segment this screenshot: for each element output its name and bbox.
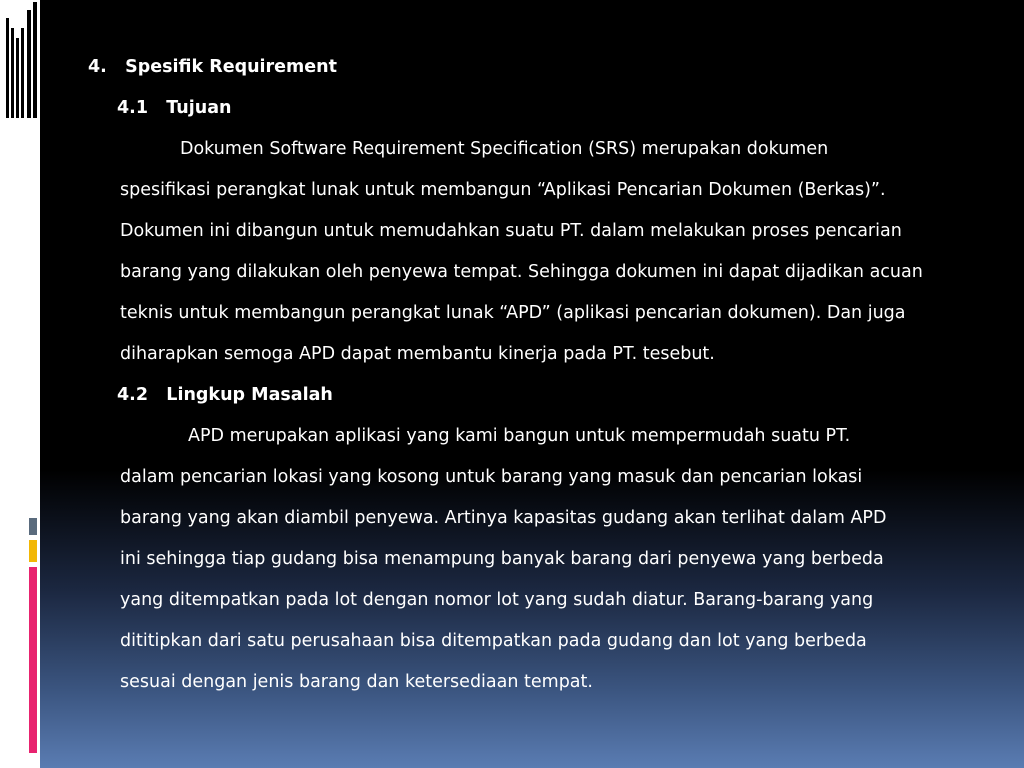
- paragraph-line: yang ditempatkan pada lot dengan nomor lot yang sudah diatur. Barang-barang yang: [120, 590, 874, 610]
- section-title: Spesifik Requirement: [125, 57, 337, 77]
- subsection-heading-tujuan: [117, 97, 232, 119]
- paragraph-line: dititipkan dari satu perusahaan bisa ditempatkan pada gudang dan lot yang berbeda: [120, 631, 867, 651]
- paragraph-line: sesuai dengan jenis barang dan ketersediaan tempat.: [120, 672, 593, 692]
- section-heading: [88, 56, 337, 78]
- section-number: 4.: [88, 57, 107, 77]
- subsection-heading-lingkup: [117, 384, 333, 406]
- paragraph-line: dalam pencarian lokasi yang kosong untuk barang yang masuk dan pencarian lokasi: [120, 467, 863, 487]
- paragraph-line: teknis untuk membangun perangkat lunak “APD” (aplikasi pencarian dokumen). Dan juga: [120, 303, 906, 323]
- paragraph-line: Dokumen ini dibangun untuk memudahkan suatu PT. dalam melakukan proses pencarian: [120, 221, 902, 241]
- paragraph-line: APD merupakan aplikasi yang kami bangun untuk mempermudah suatu PT.: [188, 426, 851, 446]
- paragraph-line: ini sehingga tiap gudang bisa menampung banyak barang dari penyewa yang berbeda: [120, 549, 884, 569]
- paragraph-line: Dokumen Software Requirement Specification (SRS) merupakan dokumen: [180, 139, 829, 159]
- paragraph-line: diharapkan semoga APD dapat membantu kinerja pada PT. tesebut.: [120, 344, 715, 364]
- paragraph-line: barang yang akan diambil penyewa. Artinya kapasitas gudang akan terlihat dalam APD: [120, 508, 887, 528]
- subsection-title: Tujuan: [166, 98, 232, 118]
- subsection-number: 4.1: [117, 98, 149, 118]
- paragraph-line: spesifikasi perangkat lunak untuk membangun “Aplikasi Pencarian Dokumen (Berkas)”.: [120, 180, 886, 200]
- subsection-title: Lingkup Masalah: [166, 385, 333, 405]
- subsection-number: 4.2: [117, 385, 149, 405]
- paragraph-line: barang yang dilakukan oleh penyewa tempat. Sehingga dokumen ini dapat dijadikan acuan: [120, 262, 923, 282]
